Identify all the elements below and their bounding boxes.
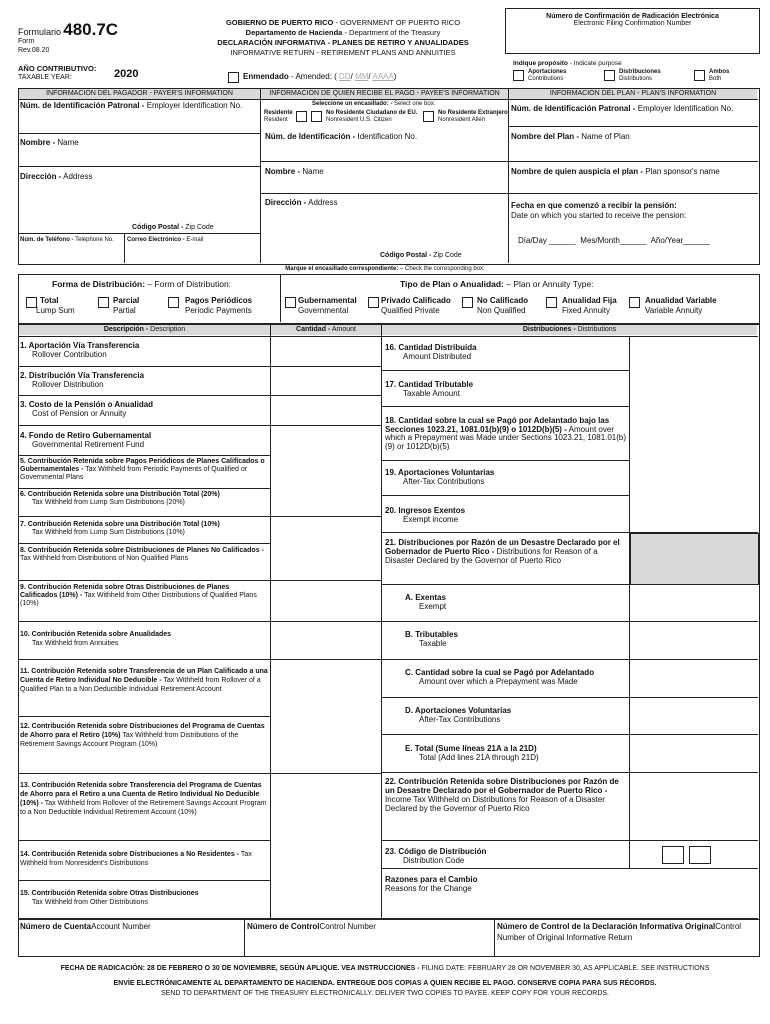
plan-name-en: Name of Plan — [581, 132, 630, 141]
variable-annuity-en: Variable Annuity — [645, 306, 703, 315]
distributions-en: Distributions — [619, 76, 653, 82]
line-21d — [405, 706, 625, 724]
line-7-en: Tax Withheld from Lump Sum Distributions (10%) — [32, 529, 185, 536]
footer-filing-en: FILING DATE: FEBRUARY 28 OR NOVEMBER 30, AS APPLICABLE. SEE INSTRUCTIONS — [421, 965, 710, 972]
agency-block: GOBIERNO DE PUERTO RICO - GOVERNMENT OF PUERTO RICO Departamento de Hacienda - Department of the Treasury DECLARACIÓN INFORMATIVA - PLANES DE RETIRO Y ANUALIDADES INFORMATIVE RETURN - RETIREMENT PLANS AND ANNUITIES — [178, 18, 508, 58]
payee-select-es: Seleccione un encasillado: - — [312, 101, 393, 107]
pension-start-en: Date on which you started to receive the pension: — [511, 211, 687, 220]
dist-header-es: Distribuciones - — [522, 326, 576, 333]
mark-es: Marque el encasillado correspondiente: — [285, 266, 399, 272]
control-number-field[interactable] — [247, 921, 376, 932]
line-21e — [405, 744, 625, 762]
line-23-es: 23. Código de Distribución — [385, 847, 487, 856]
line-5 — [20, 458, 268, 482]
payee-address-es: Dirección - — [265, 198, 307, 207]
form-en: Form — [18, 38, 35, 45]
line-14 — [20, 850, 268, 868]
footer-send-en: SEND TO DEPARTMENT OF THE TREASURY ELECTRONICALLY. DELIVER TWO COPIES TO PAYEE. KEEP COPY FOR YOUR RECORDS. — [161, 990, 609, 997]
line-18-en: Amount over which a Prepayment was Made under Sections 1023.21, 1081.01(b)(9) or 1012D(b)(5) — [385, 424, 627, 451]
line-21e-es: E. Total (Sume líneas 21A a la 21D) — [405, 744, 537, 753]
line-2-en: Rollover Distribution — [32, 380, 104, 389]
control-number-en: Control Number — [319, 922, 376, 931]
both-checkbox[interactable] — [694, 70, 705, 81]
line-12-en: Tax Withheld from Distributions of the Retirement Savings Account Program (10%) — [20, 732, 239, 748]
conf-en: Electronic Filing Confirmation Number — [573, 20, 692, 27]
tax-year-es: AÑO CONTRIBUTIVO: — [18, 64, 97, 73]
line-14-en: Tax Withheld from Nonresident's Distributions — [20, 851, 252, 867]
footer-filing-es: FECHA DE RADICACIÓN: 28 DE FEBRERO O 30 DE NOVIEMBRE, SEGÚN APLIQUE. VEA INSTRUCCIONES - — [60, 965, 420, 972]
conf-es: Número de Confirmación de Radicación Electrónica — [546, 13, 719, 20]
line-9 — [20, 584, 268, 608]
change-reasons-en: Reasons for the Change — [385, 884, 472, 893]
original-control-field[interactable] — [497, 921, 770, 943]
contributions-es: Aportaciones — [528, 69, 567, 75]
line-21d-es: D. Aportaciones Voluntarias — [405, 706, 512, 715]
nonresident-alien-es: No Residente Extranjero — [438, 110, 508, 116]
fixed-annuity-checkbox[interactable] — [546, 297, 557, 308]
line-5-en: Tax Withheld from Periodic Payments of Qualified or Governmental Plans — [20, 466, 248, 481]
title-en: INFORMATIVE RETURN - RETIREMENT PLANS AND ANNUITIES — [230, 48, 456, 57]
both-en: Both — [709, 76, 722, 82]
resident-en: Resident — [264, 117, 288, 123]
non-qualified-checkbox[interactable] — [462, 297, 473, 308]
contributions-checkbox[interactable] — [513, 70, 524, 81]
line-19 — [385, 468, 627, 486]
payee-id-field[interactable] — [265, 132, 417, 141]
line-16-amount[interactable] — [630, 337, 757, 369]
line-10-es: 10. Contribución Retenida sobre Anualidades — [20, 631, 172, 638]
amended-dd[interactable]: DD — [339, 72, 351, 81]
line-4-en: Governmental Retirement Fund — [32, 440, 145, 449]
account-number-en: Account Number — [91, 922, 151, 931]
lump-sum-en: Lump Sum — [36, 306, 75, 315]
footer-filing-date — [10, 965, 760, 972]
amended-yyyy[interactable]: AAAA — [372, 72, 394, 81]
governmental-es: Gubernamental — [298, 296, 357, 305]
line-5-es: 5. Contribución Retenida sobre Pagos Periódicos de Planes Calificados o Gubernamentales - — [20, 458, 265, 473]
line-19-es: 19. Aportaciones Voluntarias — [385, 468, 495, 477]
footer-send-es: ENVÍE ELECTRÓNICAMENTE AL DEPARTAMENTO DE HACIENDA. ENTREGUE DOS COPIAS A QUIEN RECIBE EL PAGO. CONSERVE COPIA PARA SUS RÉCORDS. — [113, 980, 657, 987]
payer-address-es: Dirección - — [20, 172, 62, 181]
variable-annuity-es: Anualidad Variable — [645, 296, 717, 305]
gov-en: GOVERNMENT OF PUERTO RICO — [340, 18, 461, 27]
original-control-en: Control Number of Original Informative Return — [497, 922, 742, 942]
line-21c-es: C. Cantidad sobre la cual se Pagó por Adelantado — [405, 668, 595, 677]
desc-header-en: Description — [150, 326, 186, 333]
line-6-en: Tax Withheld from Lump Sum Distributions (20%) — [32, 499, 185, 506]
payer-zip-en: Zip Code — [185, 224, 214, 231]
dept-es: Departamento de Hacienda — [245, 28, 343, 37]
line-12 — [20, 722, 268, 749]
line-7-es: 7. Contribución Retenida sobre una Distribución Total (10%) — [20, 521, 220, 528]
payee-name-field[interactable] — [265, 167, 324, 176]
form-dist-en: – Form of Distribution: — [147, 279, 232, 289]
line-10 — [20, 630, 268, 648]
nonresident-citizen-es: No Residente Ciudadano de EU. — [326, 110, 418, 116]
payer-ein-es: Núm. de Identificación Patronal - — [20, 101, 145, 110]
nonresident-citizen-checkbox[interactable] — [311, 111, 322, 122]
account-number-es: Número de Cuenta — [20, 922, 92, 931]
line-18-es: 18. Cantidad sobre la cual se Pagó por Adelantado bajo las Secciones 1023.21, 1081.01(b)(9) o 1012D(b)(5) - — [385, 416, 610, 434]
control-number-es: Número de Control — [247, 922, 320, 931]
payee-id-es: Núm. de Identificación - — [265, 132, 356, 141]
nonresident-alien-en: Nonresident Alien — [438, 117, 486, 123]
line-9-es: 9. Contribución Retenida sobre Otras Distribuciones de Planes Calificados (10%) - — [20, 584, 230, 599]
payer-name-en: Name — [57, 138, 79, 147]
pension-start-es: Fecha en que comenzó a recibir la pensión: — [511, 201, 677, 210]
governmental-en: Governmental — [298, 306, 349, 315]
original-control-es: Número de Control de la Declaración Informativa Original — [497, 922, 716, 931]
line-8-en: Tax Withheld from Distributions of Non Qualified Plans — [20, 555, 189, 562]
line-3-amount[interactable] — [271, 396, 380, 424]
line-15 — [20, 889, 268, 907]
partial-checkbox[interactable] — [98, 297, 109, 308]
nonresident-citizen-en: Nonresident U.S. Citizen — [326, 117, 392, 123]
plan-name-es: Nombre del Plan - — [511, 132, 580, 141]
resident-es: Residente — [264, 110, 293, 116]
line-17-amount[interactable] — [630, 371, 757, 405]
line-15-es: 15. Contribución Retenida sobre Otras Distribuciones — [20, 890, 199, 897]
qualified-private-en: Qualified Private — [381, 306, 440, 315]
payee-address-field[interactable] — [265, 198, 337, 207]
line-18 — [385, 417, 627, 451]
line-19-en: After-Tax Contributions — [403, 477, 485, 486]
line-3-en: Cost of Pension or Annuity — [32, 409, 127, 418]
line-4-es: 4. Fondo de Retiro Gubernamental — [20, 431, 152, 440]
fixed-annuity-es: Anualidad Fija — [562, 296, 617, 305]
both-es: Ambos — [709, 69, 730, 75]
line-2-amount[interactable] — [271, 367, 380, 394]
payer-phone-field[interactable] — [20, 237, 114, 243]
pension-start-date[interactable] — [518, 236, 710, 245]
line-21c-en: Amount over which a Prepayment was Made — [419, 677, 578, 686]
qualified-private-checkbox[interactable] — [368, 297, 379, 308]
payer-section-header: INFORMACIÓN DEL PAGADOR - PAYER'S INFORMATION — [19, 89, 260, 99]
line-3-es: 3. Costo de la Pensión o Anualidad — [20, 400, 154, 409]
line-21b — [405, 630, 625, 648]
form-dist-es: Forma de Distribución: — [52, 279, 146, 289]
line-17 — [385, 380, 627, 398]
line-16-en: Amount Distributed — [403, 352, 472, 361]
amended-checkbox[interactable] — [228, 72, 239, 83]
plan-sponsor-field[interactable] — [511, 167, 720, 176]
title-es: DECLARACIÓN INFORMATIVA - PLANES DE RETIRO Y ANUALIDADES — [217, 38, 469, 47]
line-17-en: Taxable Amount — [403, 389, 460, 398]
plan-sponsor-es: Nombre de quien auspicia el plan - — [511, 167, 644, 176]
payer-name-field[interactable] — [20, 138, 79, 147]
line-3 — [20, 400, 268, 418]
line-23-en: Distribution Code — [403, 856, 465, 865]
line-1-en: Rollover Contribution — [32, 350, 107, 359]
account-number-field[interactable] — [20, 921, 151, 932]
governmental-checkbox[interactable] — [285, 297, 296, 308]
change-reasons[interactable] — [385, 875, 627, 893]
nonresident-alien-checkbox[interactable] — [423, 111, 434, 122]
line-21a-en: Exempt — [419, 602, 447, 611]
plan-section-header: INFORMACIÓN DEL PLAN - PLAN'S INFORMATION — [509, 89, 757, 99]
line-21c — [405, 668, 627, 686]
desc-header-es: Descripción - — [103, 326, 149, 333]
line-21a-es: A. Exentas — [405, 593, 446, 602]
amount-header-en: Amount — [331, 326, 356, 333]
payer-email-es: Correo Electrónico - — [127, 237, 185, 243]
line-20 — [385, 506, 627, 524]
plan-ein-es: Núm. de Identificación Patronal - — [511, 104, 636, 113]
payer-phone-en: Telephone No. — [75, 237, 114, 243]
plan-type-en: – Plan or Annuity Type: — [506, 279, 594, 289]
line-22-en: Income Tax Withheld on Distributions for Reason of a Disaster Declared by the Governor of Puerto Rico — [385, 795, 605, 813]
periodic-en: Periodic Payments — [185, 306, 252, 315]
line-16-es: 16. Cantidad Distribuida — [385, 343, 477, 352]
pension-start-label — [511, 201, 686, 221]
periodic-checkbox[interactable] — [168, 297, 179, 308]
line-11-es: 11. Contribución Retenida sobre Transferencia de un Plan Calificado a una Cuenta de Retiro Individual No Deducible - — [20, 668, 268, 684]
line-6-es: 6. Contribución Retenida sobre una Distribución Total (20%) — [20, 491, 220, 498]
payee-section-header: INFORMACIÓN DE QUIEN RECIBE EL PAGO - PAYEE'S INFORMATION — [261, 89, 508, 99]
qualified-private-es: Privado Calificado — [381, 296, 451, 305]
amended-es: Enmendado — [243, 72, 289, 81]
amended-en: Amended: ( — [295, 72, 337, 81]
payer-email-en: E-mail — [186, 237, 204, 243]
tax-year-en: TAXABLE YEAR: — [18, 74, 72, 81]
start-year[interactable]: Año/Year______ — [650, 236, 710, 245]
payee-zip-es: Código Postal - — [380, 252, 432, 259]
form-number: 480.7C — [63, 20, 119, 39]
line-11 — [20, 667, 268, 694]
dept-en: Department of the Treasury — [349, 28, 441, 37]
distributions-es: Distribuciones — [619, 69, 661, 75]
dist-header-en: Distributions — [577, 326, 617, 333]
line-8 — [20, 547, 268, 563]
form-header: Formulario 480.7C Form Rev.08.20 GOBIERNO DE PUERTO RICO - GOVERNMENT OF PUERTO RICO Departamento de Hacienda - Department of the Treasury DECLARACIÓN INFORMATIVA - PLANES DE RETIRO Y ANUALIDADES INFORMATIVE RETURN - RETIREMENT PLANS AND ANNUITIES Número de Confirmación de Radicación Electrónica Electronic Filing Confirmation Number AÑO CONTRIBUTIVO: TAXABLE YEAR: 2020 Enmendado - Amended: ( DD/ MM/ AAAA) Indique propósito - Indicate purpose Aportaciones Contributions Distribuciones Distributions Ambos Both — [18, 14, 758, 86]
plan-sponsor-en: Plan sponsor's name — [645, 167, 720, 176]
line-2-es: 2. Distribución Vía Transferencia — [20, 371, 145, 380]
line-20-es: 20. Ingresos Exentos — [385, 506, 466, 515]
plan-type-es: Tipo de Plan o Anualidad: — [400, 279, 504, 289]
line-7 — [20, 521, 268, 537]
line-9-en: Tax Withheld from Other Distributions of Qualified Plans (10%) — [20, 592, 257, 607]
line-15-en: Tax Withheld from Other Distributions — [32, 899, 148, 906]
line-13-es: 13. Contribución Retenida sobre Transferencia del Programa de Cuentas de Ahorro para el Retiro a una Cuenta de Retiro Individual No Deducible (10%) - — [20, 782, 262, 807]
tax-year-value[interactable]: 2020 — [114, 68, 139, 80]
form-label: Formulario — [18, 27, 62, 37]
line-13 — [20, 781, 268, 817]
purpose-es: Indique propósito — [513, 60, 568, 67]
line-17-es: 17. Cantidad Tributable — [385, 380, 474, 389]
payer-ein-en: Employer Identification No. — [146, 101, 243, 110]
line-23 — [385, 847, 627, 865]
line-4-to-6-amount[interactable] — [271, 426, 380, 516]
mark-instruction — [260, 266, 510, 272]
payer-phone-es: Núm. de Teléfono - — [20, 237, 74, 243]
form-id — [18, 20, 118, 40]
line-4 — [20, 431, 268, 449]
payer-name-es: Nombre - — [20, 138, 56, 147]
line-21b-es: B. Tributables — [405, 630, 458, 639]
revision: Rev.08.20 — [18, 47, 50, 54]
distributions-checkbox[interactable] — [604, 70, 615, 81]
line-21e-en: Total (Add lines 21A through 21D) — [419, 753, 539, 762]
line-11-en: Tax Withheld from Rollover of a Qualified Plan to a Non Deductible Individual Retirement Account — [20, 677, 261, 693]
fixed-annuity-en: Fixed Annuity — [562, 306, 611, 315]
line-1 — [20, 341, 268, 359]
gov-es: GOBIERNO DE PUERTO RICO — [225, 18, 334, 27]
periodic-es: Pagos Periódicos — [185, 296, 253, 305]
line-22-es: 22. Contribución Retenida sobre Distribuciones por Razón de un Desastre Declarado por el Gobernador de Puerto Rico - — [385, 777, 619, 795]
payer-ein-field[interactable] — [20, 101, 258, 110]
payer-email-field[interactable] — [127, 237, 203, 243]
plan-name-field[interactable] — [511, 132, 630, 141]
payee-name-es: Nombre - — [265, 167, 301, 176]
line-22 — [385, 777, 627, 813]
payer-zip-es: Código Postal - — [132, 224, 184, 231]
payee-id-en: Identification No. — [357, 132, 418, 141]
line-1-es: 1. Aportación Vía Transferencia — [20, 341, 140, 350]
distribution-code-box-1[interactable] — [662, 846, 684, 864]
partial-es: Parcial — [113, 296, 140, 305]
start-month[interactable]: Mes/Month______ — [580, 236, 647, 245]
mark-en: – Check the corresponding box: — [399, 266, 485, 272]
variable-annuity-checkbox[interactable] — [629, 297, 640, 308]
line-21-en: Distributions for Reason of a Disaster Declared by the Governor of Puerto Rico — [385, 547, 598, 565]
lump-sum-es: Total — [40, 296, 59, 305]
line-2 — [20, 371, 268, 389]
amended-mm[interactable]: MM — [355, 72, 369, 81]
line-16 — [385, 343, 627, 361]
plan-ein-field[interactable] — [511, 104, 733, 113]
non-qualified-es: No Calificado — [477, 296, 529, 305]
confirmation-box[interactable] — [505, 8, 760, 54]
payee-address-en: Address — [308, 198, 338, 207]
line-21a — [405, 593, 625, 611]
line-18-amount[interactable] — [630, 407, 757, 459]
non-qualified-en: Non Qualified — [477, 306, 526, 315]
line-21-es: 21. Distribuciones por Razón de un Desastre Declarado por el Gobernador de Puerto Rico - — [385, 538, 620, 556]
plan-ein-en: Employer Identification No. — [637, 104, 734, 113]
line-10-en: Tax Withheld from Annuities — [32, 640, 119, 647]
payee-name-en: Name — [302, 167, 324, 176]
resident-checkbox[interactable] — [296, 111, 307, 122]
line-14-es: 14. Contribución Retenida sobre Distribuciones a No Residentes - — [20, 851, 239, 858]
payer-address-en: Address — [63, 172, 93, 181]
line-13-en: Tax Withheld from Rollover of the Retirement Savings Account Program to a Non Deductible Individual Retirement Account (10%) — [20, 800, 267, 816]
start-day[interactable]: Día/Day ______ — [518, 236, 576, 245]
line-1-amount[interactable] — [271, 337, 380, 365]
payee-select-en: Select one box: — [394, 101, 436, 107]
payer-address-field[interactable] — [20, 172, 92, 181]
line-21-shaded — [630, 533, 759, 585]
line-6 — [20, 491, 268, 507]
line-21b-en: Taxable — [419, 639, 447, 648]
line-21d-en: After-Tax Contributions — [419, 715, 501, 724]
line-8-es: 8. Contribución Retenida sobre Distribuciones de Planes No Calificados - — [20, 547, 264, 554]
change-reasons-es: Razones para el Cambio — [385, 875, 478, 884]
amount-header-es: Cantidad - — [296, 326, 331, 333]
partial-en: Partial — [113, 306, 136, 315]
line-20-en: Exempt income — [403, 515, 459, 524]
purpose-en: Indicate purpose — [573, 60, 622, 67]
distribution-code-box-2[interactable] — [689, 846, 711, 864]
line-21 — [385, 538, 627, 565]
line-12-es: 12. Contribución Retenida sobre Distribuciones del Programa de Cuentas de Ahorro para el Retiro (10%) — [20, 723, 265, 739]
payee-zip-en: Zip Code — [433, 252, 462, 259]
contributions-en: Contributions — [528, 76, 564, 82]
